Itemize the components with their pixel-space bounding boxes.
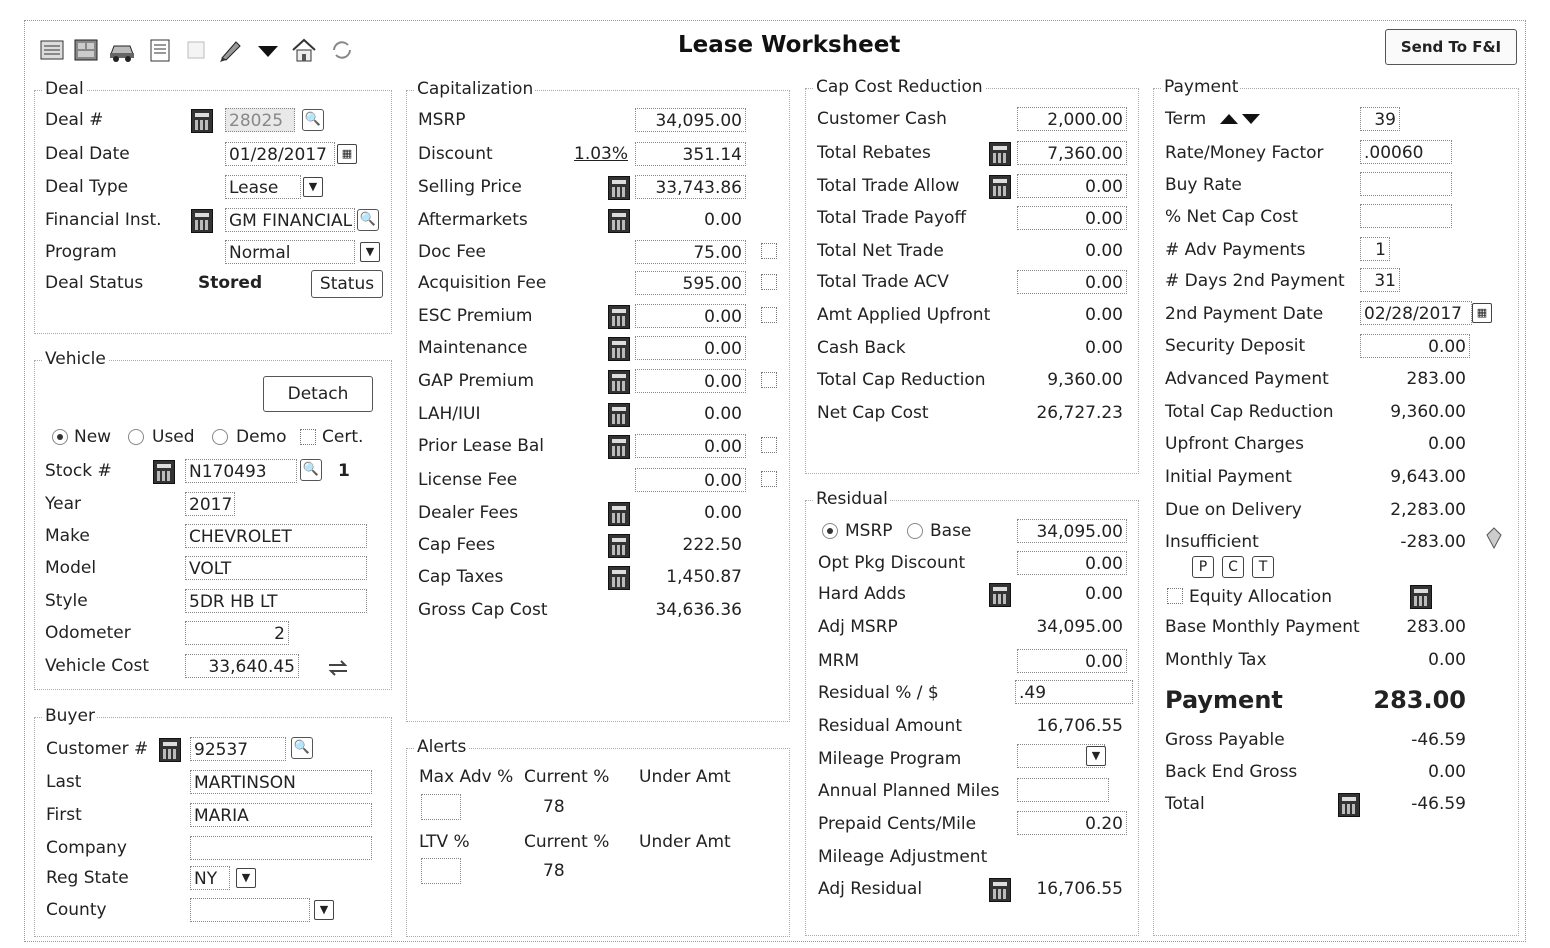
opt-pkg-label: Opt Pkg Discount [818,553,966,573]
used-radio[interactable] [128,429,144,445]
deal-no-field[interactable]: 28025 [225,108,295,132]
cap-fees-value: 222.50 [682,535,742,555]
refresh-icon[interactable] [328,36,356,64]
company-field[interactable] [190,836,372,860]
second-date-field[interactable]: 02/28/2017 [1360,301,1472,325]
esc-checkbox[interactable] [761,307,777,323]
company-label: Company [46,838,127,858]
stock-label: Stock # [45,461,112,481]
t-button[interactable]: T [1252,556,1274,578]
buy-rate-field[interactable] [1360,172,1452,196]
net-trade-value: 0.00 [1085,241,1123,261]
demo-label: Demo [236,427,287,447]
deal-status-label: Deal Status [45,273,144,293]
total-rebates-label: Total Rebates [817,143,931,163]
current-pct-label: Current % [524,767,610,787]
county-select[interactable] [190,898,310,922]
ltv-under-label: Under Amt [639,832,731,852]
cap-fees-label: Cap Fees [418,535,496,555]
ltv-current-value: 78 [543,861,565,881]
security-deposit-label: Security Deposit [1165,336,1306,356]
upfront-label: Upfront Charges [1165,434,1304,454]
first-field[interactable]: MARIA [190,803,372,827]
security-deposit-field[interactable]: 0.00 [1360,334,1470,358]
mileage-program-label: Mileage Program [818,749,962,769]
payment-label: Payment [1165,686,1283,714]
acq-fee-field[interactable]: 595.00 [635,271,746,295]
selling-price-label: Selling Price [418,177,522,197]
rate-label: Rate/Money Factor [1165,143,1324,163]
status-button[interactable]: Status [311,270,383,298]
adv-payments-field[interactable]: 1 [1360,237,1390,261]
car-icon[interactable] [108,36,136,64]
year-label: Year [45,494,81,514]
mileage-adj-label: Mileage Adjustment [818,847,988,867]
tag-icon[interactable] [1484,526,1504,550]
aftermarkets-label: Aftermarkets [418,210,528,230]
gross-cap-value: 34,636.36 [655,600,742,620]
program-select[interactable]: Normal [225,240,355,264]
total-value: -46.59 [1411,794,1466,814]
maintenance-field[interactable]: 0.00 [635,336,746,360]
fin-inst-search-icon[interactable]: 🔍 [357,209,379,231]
grid-icon[interactable] [72,36,100,64]
term-label: Term [1165,109,1207,129]
payment-group-title: Payment [1164,77,1239,97]
chevron-down-icon[interactable]: ▼ [314,900,334,920]
calculator-icon[interactable] [159,738,181,762]
second-date-label: 2nd Payment Date [1165,304,1324,324]
calculator-icon[interactable] [608,502,630,526]
lah-value: 0.00 [704,404,742,424]
stock-count: 1 [338,461,350,481]
residual-base-radio[interactable] [907,523,923,539]
year-field[interactable]: 2017 [185,492,235,516]
deal-date-field[interactable]: 01/28/2017 [225,142,335,166]
dealer-fees-value: 0.00 [704,503,742,523]
calendar-icon[interactable]: ▦ [337,144,357,164]
vehicle-group-title: Vehicle [45,349,106,369]
calculator-icon[interactable] [608,337,630,361]
c-button[interactable]: C [1222,556,1244,578]
pay-total-ccr-label: Total Cap Reduction [1165,402,1334,422]
program-label: Program [45,242,117,262]
monthly-tax-value: 0.00 [1428,650,1466,670]
pay-total-ccr-value: 9,360.00 [1390,402,1466,422]
term-field[interactable]: 39 [1360,107,1400,131]
fin-inst-field[interactable]: GM FINANCIAL [225,208,355,232]
back-end-value: 0.00 [1428,762,1466,782]
new-label: New [74,427,112,447]
detach-button[interactable]: Detach [263,376,373,412]
deal-type-label: Deal Type [45,177,129,197]
amt-applied-label: Amt Applied Upfront [817,305,991,325]
page-title: Lease Worksheet [678,32,901,58]
calculator-icon[interactable] [191,209,213,233]
days-2nd-field[interactable]: 31 [1360,268,1400,292]
doc-fee-label: Doc Fee [418,242,487,262]
current-pct-value: 78 [543,797,565,817]
cap-taxes-value: 1,450.87 [666,567,742,587]
residual-group-title: Residual [816,489,888,509]
doc-fee-checkbox[interactable] [761,243,777,259]
monthly-tax-label: Monthly Tax [1165,650,1267,670]
capitalization-group-title: Capitalization [417,79,534,99]
acq-fee-checkbox[interactable] [761,274,777,290]
annual-miles-label: Annual Planned Miles [818,781,1000,801]
calculator-icon[interactable] [153,460,175,484]
calculator-icon[interactable] [608,209,630,233]
initial-payment-value: 9,643.00 [1390,467,1466,487]
days-2nd-label: # Days 2nd Payment [1165,271,1345,291]
cash-back-value: 0.00 [1085,338,1123,358]
residual-msrp-radio[interactable] [822,523,838,539]
gross-cap-label: Gross Cap Cost [418,600,548,620]
residual-pct-field[interactable]: .49 [1015,680,1133,704]
esc-field[interactable]: 0.00 [635,304,746,328]
calculator-icon[interactable] [989,583,1011,607]
insufficient-value: -283.00 [1400,532,1466,552]
prior-lease-field[interactable]: 0.00 [635,434,746,458]
residual-msrp-field[interactable]: 34,095.00 [1017,519,1127,543]
cert-label: Cert. [322,427,364,447]
mrm-label: MRM [818,651,860,671]
chevron-down-icon[interactable]: ▼ [1086,746,1106,766]
net-trade-label: Total Net Trade [817,241,944,261]
residual-msrp-label: MSRP [845,521,893,541]
calculator-icon[interactable] [608,566,630,590]
new-radio[interactable] [52,429,68,445]
back-end-label: Back End Gross [1165,762,1298,782]
advanced-payment-value: 283.00 [1406,369,1466,389]
trade-payoff-field[interactable]: 0.00 [1017,206,1127,230]
advanced-payment-label: Advanced Payment [1165,369,1329,389]
maintenance-label: Maintenance [418,338,528,358]
blank-icon[interactable] [182,36,210,64]
mrm-field[interactable]: 0.00 [1017,649,1127,673]
reg-state-select[interactable]: NY [190,866,230,890]
calculator-icon[interactable] [191,109,213,133]
dropdown-arrow-icon[interactable] [254,36,282,64]
make-label: Make [45,526,90,546]
trade-payoff-label: Total Trade Payoff [817,208,967,228]
adj-msrp-label: Adj MSRP [818,617,898,637]
odometer-label: Odometer [45,623,131,643]
net-cap-value: 26,727.23 [1036,403,1123,423]
license-fee-field[interactable]: 0.00 [635,468,746,492]
total-ccr-label: Total Cap Reduction [817,370,986,390]
demo-radio[interactable] [212,429,228,445]
hard-adds-label: Hard Adds [818,584,906,604]
due-delivery-label: Due on Delivery [1165,500,1302,520]
under-amt-label: Under Amt [639,767,731,787]
due-delivery-value: 2,283.00 [1390,500,1466,520]
buyer-group-title: Buyer [45,706,95,726]
vehicle-cost-field[interactable]: 33,640.45 [185,654,299,678]
opt-pkg-field[interactable]: 0.00 [1017,551,1127,575]
cash-back-label: Cash Back [817,338,906,358]
calculator-icon[interactable] [608,435,630,459]
deal-no-label: Deal # [45,110,104,130]
net-cap-pct-field[interactable] [1360,204,1452,228]
annual-miles-field[interactable] [1017,778,1109,802]
equity-checkbox[interactable] [1167,588,1183,604]
gap-field[interactable]: 0.00 [635,369,746,393]
adj-residual-label: Adj Residual [818,879,923,899]
buy-rate-label: Buy Rate [1165,175,1242,195]
customer-field[interactable]: 92537 [190,737,286,761]
msrp-field[interactable]: 34,095.00 [635,108,746,132]
residual-amount-value: 16,706.55 [1036,716,1123,736]
base-monthly-label: Base Monthly Payment [1165,617,1360,637]
calculator-icon[interactable] [608,403,630,427]
base-monthly-value: 283.00 [1406,617,1466,637]
prepaid-label: Prepaid Cents/Mile [818,814,977,834]
ltv-current-label: Current % [524,832,610,852]
calculator-icon[interactable] [608,305,630,329]
calculator-icon[interactable] [608,370,630,394]
adj-residual-value: 16,706.55 [1036,879,1123,899]
vehicle-cost-label: Vehicle Cost [45,656,149,676]
gross-payable-value: -46.59 [1411,730,1466,750]
customer-cash-label: Customer Cash [817,109,947,129]
deal-group-title: Deal [45,79,84,99]
calculator-icon[interactable] [608,534,630,558]
trade-acv-label: Total Trade ACV [817,272,949,292]
prior-lease-checkbox[interactable] [761,437,777,453]
total-ccr-value: 9,360.00 [1047,370,1123,390]
trade-allow-label: Total Trade Allow [817,176,960,196]
county-label: County [46,900,107,920]
esc-label: ESC Premium [418,306,533,326]
amt-applied-value: 0.00 [1085,305,1123,325]
license-fee-checkbox[interactable] [761,471,777,487]
calculator-icon[interactable] [989,878,1011,902]
aftermarkets-value: 0.00 [704,210,742,230]
trade-acv-field[interactable]: 0.00 [1017,270,1127,294]
send-to-fi-button[interactable]: Send To F&I [1385,29,1517,65]
model-field[interactable]: VOLT [185,556,367,580]
gap-checkbox[interactable] [761,372,777,388]
upfront-value: 0.00 [1428,434,1466,454]
residual-base-label: Base [930,521,972,541]
stock-field[interactable]: N170493 [185,459,297,483]
residual-amount-label: Residual Amount [818,716,963,736]
cap-taxes-label: Cap Taxes [418,567,504,587]
insufficient-label: Insufficient [1165,532,1259,552]
prior-lease-label: Prior Lease Bal [418,436,545,456]
initial-payment-label: Initial Payment [1165,467,1292,487]
calculator-icon[interactable] [989,175,1011,199]
style-field[interactable]: 5DR HB LT [185,589,367,613]
max-adv-label: Max Adv % [419,767,514,787]
reg-state-label: Reg State [46,868,129,888]
msrp-label: MSRP [418,110,466,130]
discount-percent[interactable]: 1.03% [574,144,629,164]
hard-adds-value: 0.00 [1085,584,1123,604]
prepaid-field[interactable]: 0.20 [1017,811,1127,835]
discount-field[interactable]: 351.14 [635,142,746,166]
doc-fee-field[interactable]: 75.00 [635,240,746,264]
total-rebates-field[interactable]: 7,360.00 [1017,141,1127,165]
customer-search-icon[interactable]: 🔍 [291,737,313,759]
home-icon[interactable] [290,36,318,64]
pen-icon[interactable] [218,36,246,64]
deal-type-select[interactable]: Lease [225,175,301,199]
net-cap-pct-label: % Net Cap Cost [1165,207,1299,227]
ccr-group-title: Cap Cost Reduction [816,77,983,97]
residual-pct-label: Residual % / $ [818,683,939,703]
calculator-icon[interactable] [1338,793,1360,817]
odometer-field[interactable]: 2 [185,621,289,645]
chevron-down-icon[interactable]: ▼ [303,177,323,197]
deal-date-label: Deal Date [45,144,130,164]
cert-checkbox[interactable] [300,429,316,445]
selling-price-field[interactable]: 33,743.86 [635,175,746,199]
calculator-icon[interactable] [1410,585,1432,609]
deal-search-icon[interactable]: 🔍 [302,109,324,131]
ltv-field[interactable] [421,858,461,884]
net-cap-label: Net Cap Cost [817,403,929,423]
acq-fee-label: Acquisition Fee [418,273,547,293]
chevron-down-icon[interactable]: ▼ [236,868,256,888]
first-label: First [46,805,82,825]
calculator-icon[interactable] [989,142,1011,166]
adj-msrp-value: 34,095.00 [1036,617,1123,637]
style-label: Style [45,591,88,611]
used-label: Used [152,427,195,447]
dealer-fees-label: Dealer Fees [418,503,519,523]
payment-value: 283.00 [1373,686,1466,714]
calculator-icon[interactable] [608,176,630,200]
model-label: Model [45,558,97,578]
total-label: Total [1165,794,1205,814]
calendar-icon[interactable]: ▦ [1472,303,1492,323]
last-field[interactable]: MARTINSON [190,770,372,794]
discount-label: Discount [418,144,493,164]
customer-cash-field[interactable]: 2,000.00 [1017,107,1127,131]
last-label: Last [46,772,82,792]
document-icon[interactable] [146,36,174,64]
gross-payable-label: Gross Payable [1165,730,1285,750]
deal-status-value: Stored [198,273,263,293]
gap-label: GAP Premium [418,371,535,391]
adv-payments-label: # Adv Payments [1165,240,1306,260]
max-adv-field[interactable] [421,794,461,820]
rate-field[interactable]: .00060 [1360,140,1452,164]
customer-label: Customer # [46,739,149,759]
list-icon[interactable] [38,36,66,64]
equity-label: Equity Allocation [1189,587,1332,607]
license-fee-label: License Fee [418,470,518,490]
trade-allow-field[interactable]: 0.00 [1017,174,1127,198]
p-button[interactable]: P [1192,556,1214,578]
fin-inst-label: Financial Inst. [45,210,162,230]
term-up-down-icon[interactable] [1218,110,1266,128]
lah-label: LAH/IUI [418,404,481,424]
chevron-down-icon[interactable]: ▼ [360,242,380,262]
stock-search-icon[interactable]: 🔍 [300,459,322,481]
ltv-label: LTV % [419,832,470,852]
make-field[interactable]: CHEVROLET [185,524,367,548]
swap-icon[interactable] [325,655,351,681]
alerts-group-title: Alerts [417,737,467,757]
